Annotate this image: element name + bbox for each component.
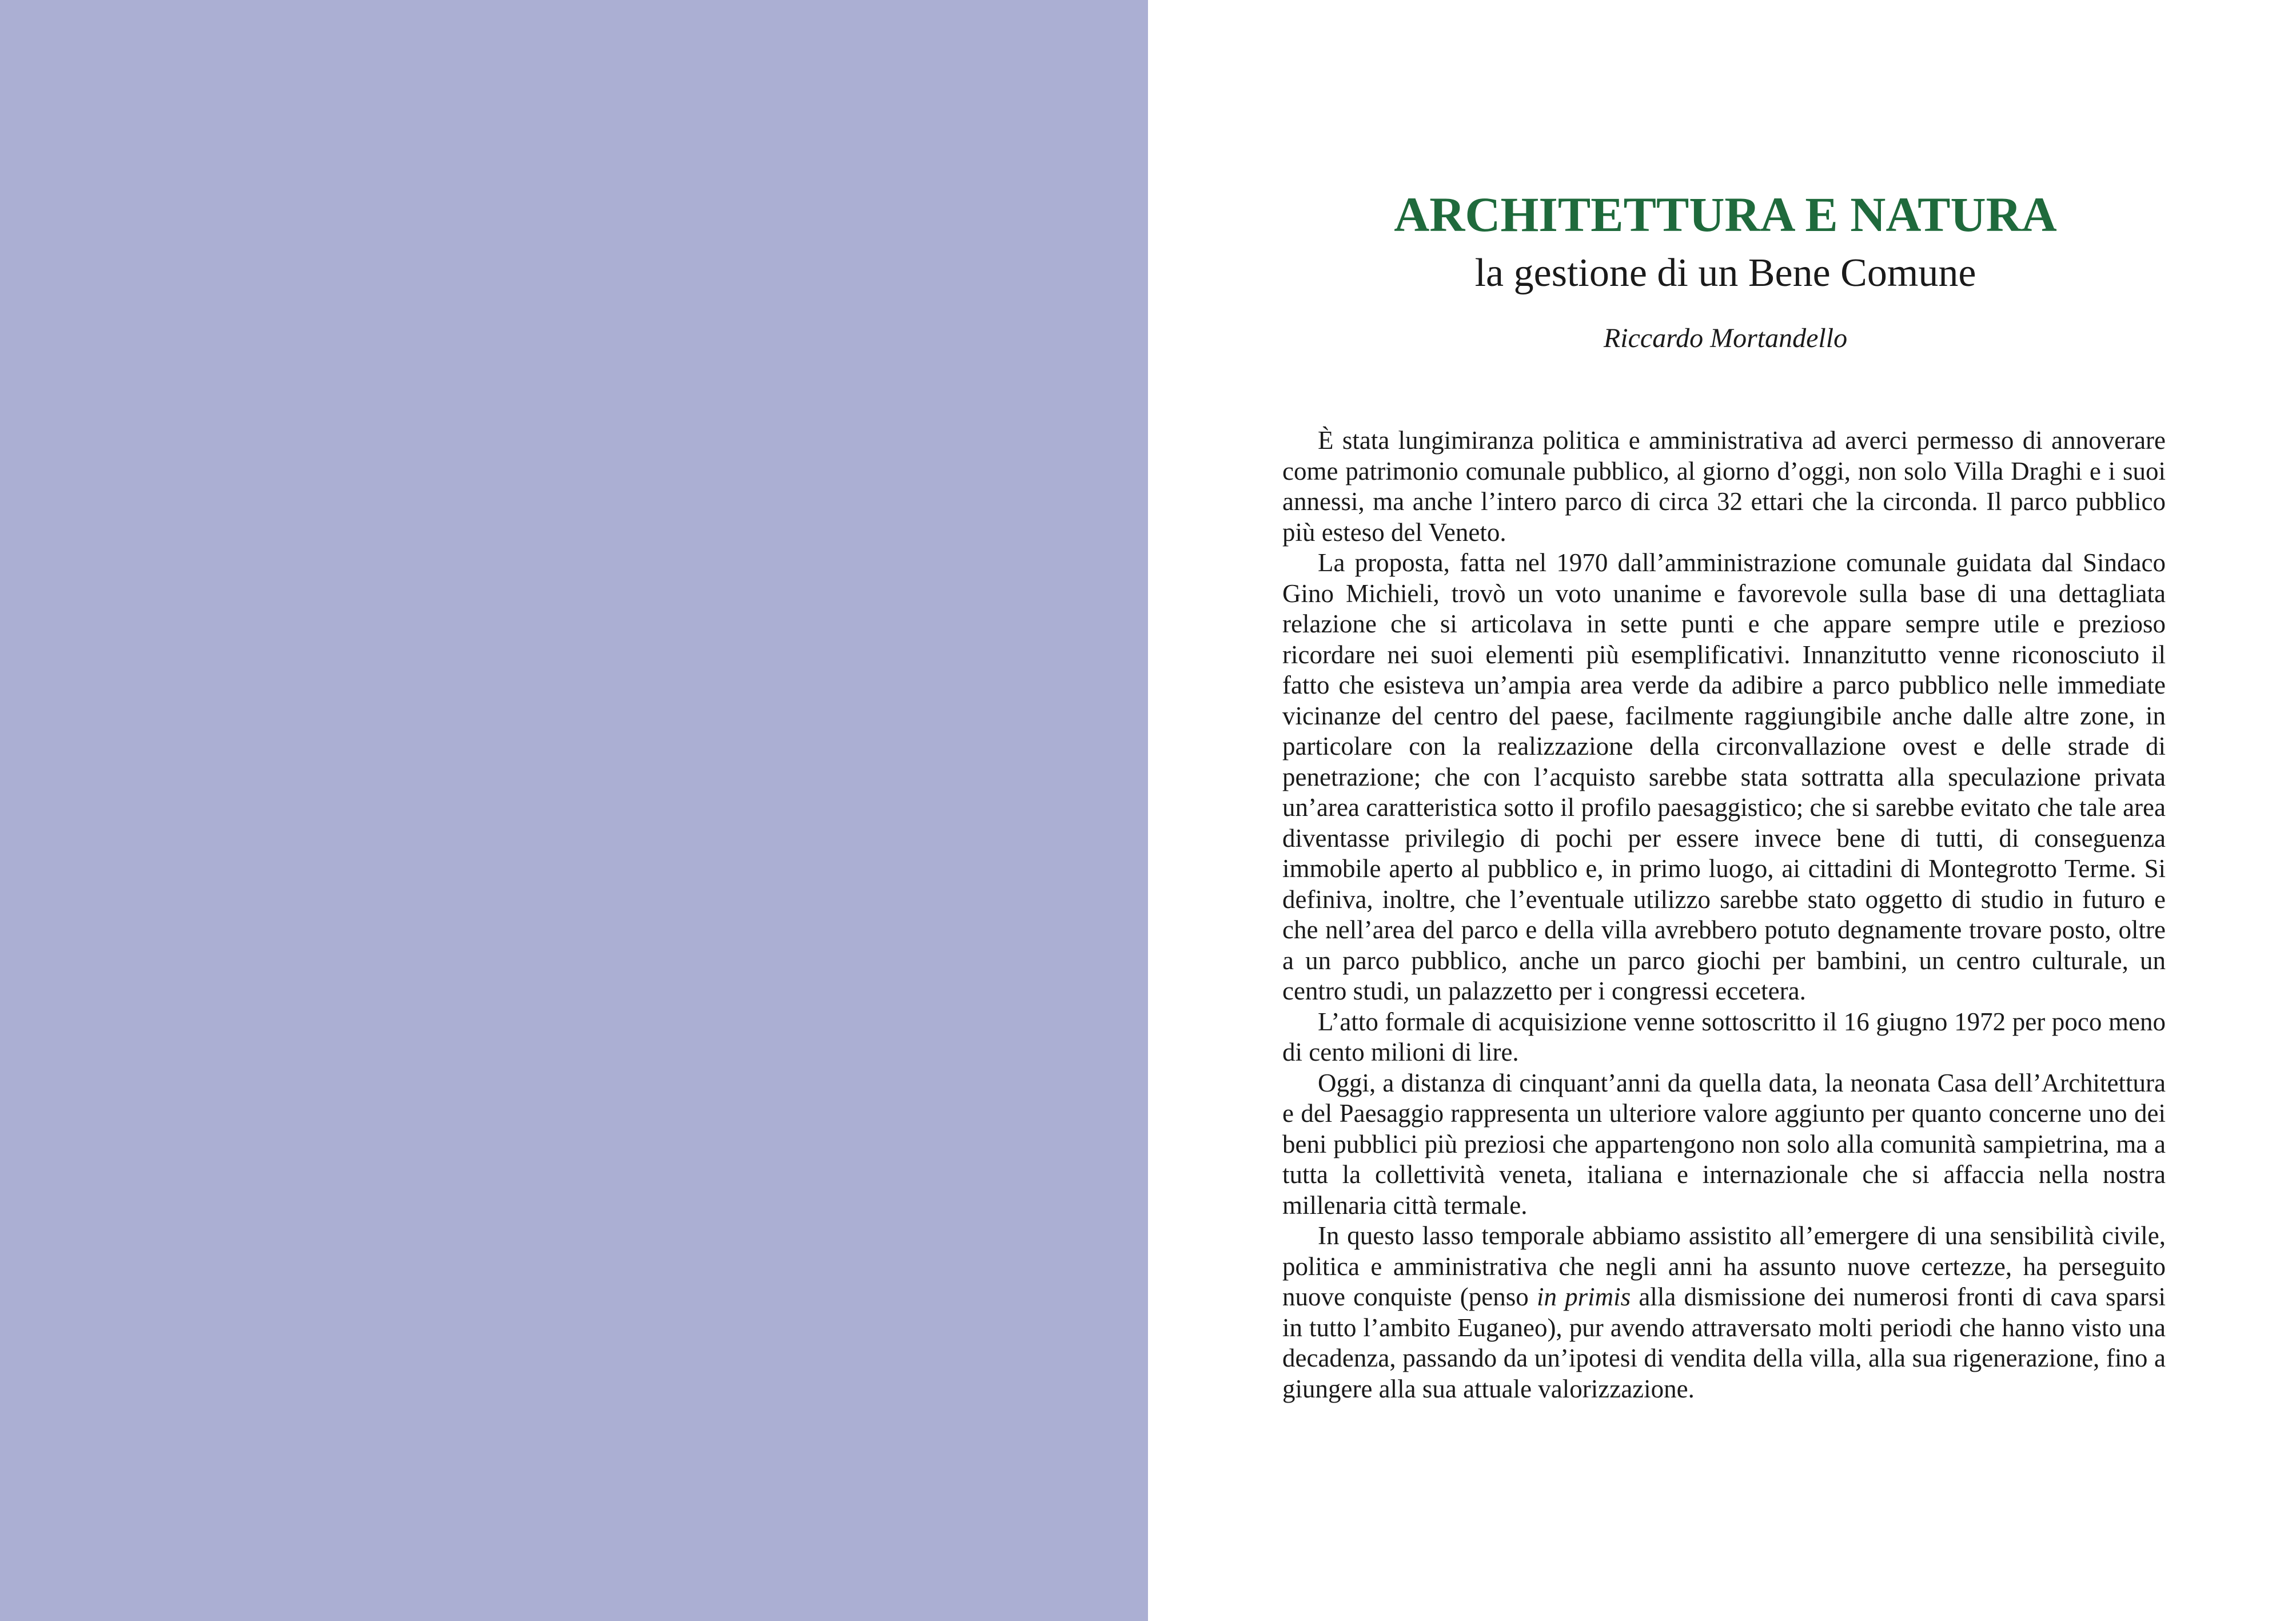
article-body <box>1282 425 2166 1404</box>
paragraph: Oggi, a distanza di cinquant’anni da quella data, la neonata Casa dell’Architettura e del Paesaggio rappresenta un ulteriore valore aggiunto per quanto concerne uno dei beni pubblici più preziosi che appartengono non solo alla comunità sampietrina, ma a tutta la collettività veneta, italiana e internazionale che si affaccia nella nostra millenaria città termale. <box>1282 1068 2166 1220</box>
right-page <box>1148 0 2296 1621</box>
paragraph-text-after: alla dismissione dei numerosi fronti di cava sparsi in tutto l’ambito Euganeo), pur avendo attraversato molti periodi che hanno visto una decadenza, passando da un’ipotesi di vendita della villa, alla sua rigenerazione, fino a giungere alla sua attuale valorizzazione. <box>1282 1283 2166 1403</box>
paragraph-text-before: In questo lasso temporale abbiamo assistito all’emergere di una sensibilità civile, politica e amministrativa che negli anni ha assunto nuove certezze, ha perseguito nuove conquiste (penso <box>1282 1221 2166 1311</box>
italic-phrase: in primis <box>1536 1283 1631 1311</box>
paragraph: L’atto formale di acquisizione venne sottoscritto il 16 giugno 1972 per poco meno di cento milioni di lire. <box>1282 1007 2166 1066</box>
paragraph: È stata lungimiranza politica e amministrativa ad averci permesso di annoverare come patrimonio comunale pubblico, al giorno d’oggi, non solo Villa Draghi e i suoi annessi, ma anche l’intero parco di circa 32 ettari che la circonda. Il parco pubblico più esteso del Veneto. <box>1282 426 2166 547</box>
article-author: Riccardo Mortandello <box>1603 323 1848 353</box>
article-title: ARCHITETTURA E NATURA <box>1394 187 2057 242</box>
article-subtitle: la gestione di un Bene Comune <box>1474 251 1976 295</box>
paragraph <box>1282 1221 2166 1404</box>
article-header <box>1285 183 2166 356</box>
paragraph: La proposta, fatta nel 1970 dall’amministrazione comunale guidata dal Sindaco Gino Michieli, trovò un voto unanime e favorevole sulla base di una dettagliata relazione che si articolava in sette punti e che appare sempre utile e prezioso ricordare nei suoi elementi più esemplificativi. Innanzitutto venne riconosciuto il fatto che esisteva un’ampia area verde da adibire a parco pubblico nelle immediate vicinanze del centro del paese, facilmente raggiungibile anche dalle altre zone, in particolare con la realizzazione della circonvallazione ovest e delle strade di penetrazione; che con l’acquisto sarebbe stata sottratta alla speculazione privata un’area caratteristica sotto il profilo paesaggistico; che si sarebbe evitato che tale area diventasse privilegio di pochi per essere invece bene di tutti, di conseguenza immobile aperto al pubblico e, in primo luogo, ai cittadini di Montegrotto Terme. Si definiva, inoltre, che l’eventuale utilizzo sarebbe stato oggetto di studio in futuro e che nell’area del parco e della villa avrebbero potuto degnamente trovare posto, oltre a un parco pubblico, anche un parco giochi per bambini, un centro culturale, un centro studi, un palazzetto per i congressi eccetera. <box>1282 548 2166 1005</box>
